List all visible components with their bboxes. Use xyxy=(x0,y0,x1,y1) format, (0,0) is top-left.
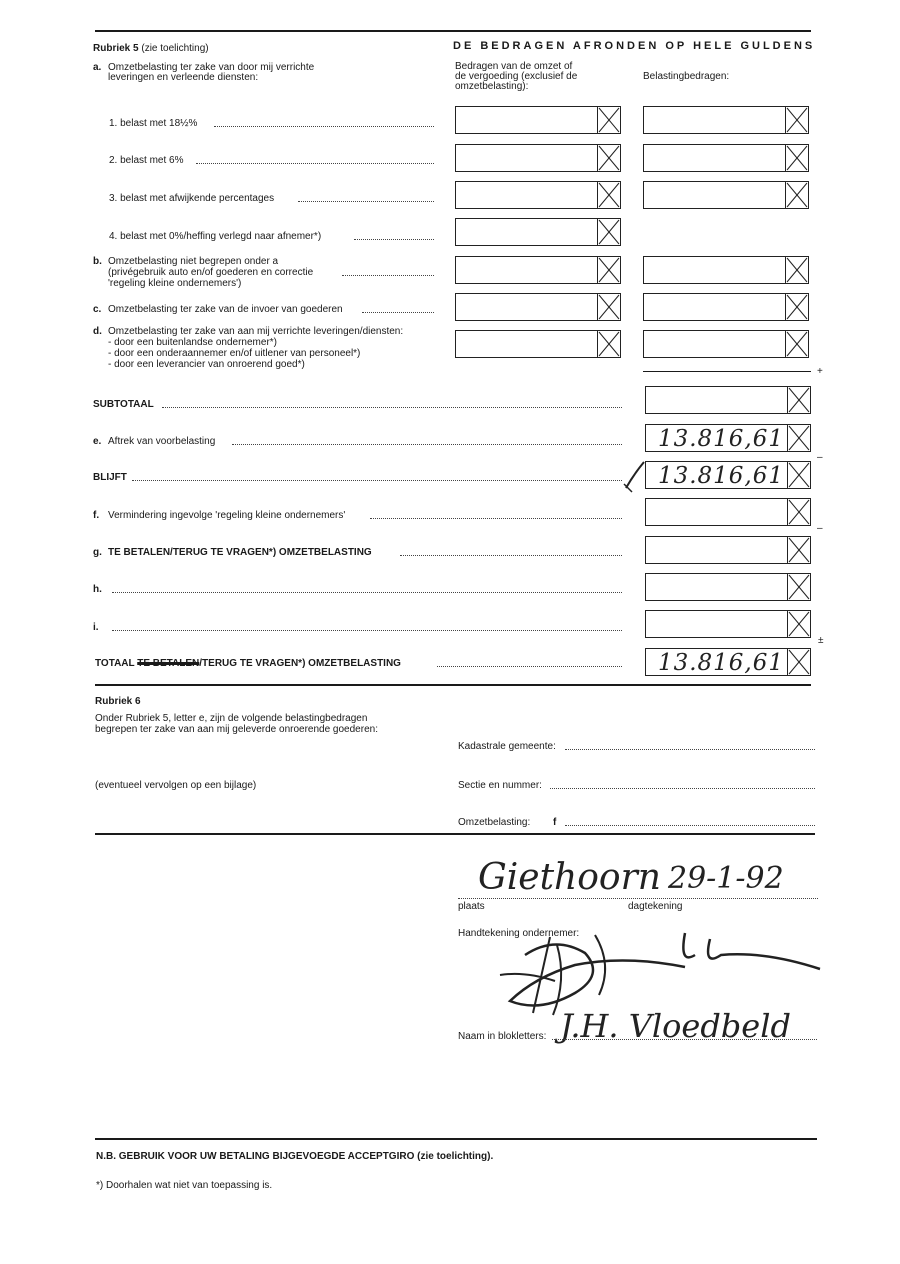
a1-omzet-box[interactable] xyxy=(455,106,621,134)
rubriek5-title-note: (zie toelichting) xyxy=(141,43,209,54)
row-a1-label: 1. belast met 18½% xyxy=(109,118,198,129)
cross-icon xyxy=(597,331,620,357)
a3-belasting-box[interactable] xyxy=(643,181,809,209)
b-text-1: Omzetbelasting niet begrepen onder a xyxy=(108,256,279,267)
e-text: Aftrek van voorbelasting xyxy=(108,436,216,447)
e-box[interactable] xyxy=(645,424,811,452)
cross-icon xyxy=(785,145,808,171)
plaats-label: plaats xyxy=(458,901,485,912)
e-value: 13.816,61 xyxy=(657,426,784,452)
plaats-field[interactable] xyxy=(458,898,818,899)
c-text: Omzetbelasting ter zake van de invoer van goederen xyxy=(108,304,343,315)
totaal-box[interactable] xyxy=(645,648,811,676)
cross-icon xyxy=(787,611,810,637)
nb-note: N.B. GEBRUIK VOOR UW BETALING BIJGEVOEGDE ACCEPTGIRO (zie toelichting). xyxy=(96,1151,494,1162)
a2-omzet-box[interactable] xyxy=(455,144,621,172)
plus-sign: + xyxy=(817,366,823,377)
e-letter: e. xyxy=(93,436,102,447)
i-letter: i. xyxy=(93,622,99,633)
d-belasting-box[interactable] xyxy=(643,330,809,358)
cross-icon xyxy=(787,537,810,563)
b-text-3: 'regeling kleine ondernemers') xyxy=(108,278,242,289)
totaal-leader xyxy=(437,666,622,667)
cross-icon xyxy=(785,182,808,208)
row-a1-leader xyxy=(214,126,434,127)
cross-icon xyxy=(787,425,810,451)
cross-icon xyxy=(787,387,810,413)
sectie-field[interactable] xyxy=(550,788,815,789)
row-a2-label: 2. belast met 6% xyxy=(109,155,184,166)
cross-icon xyxy=(787,462,810,488)
row-a4-label: 4. belast met 0%/heffing verlegd naar afnemer*) xyxy=(109,231,322,242)
blijft-box[interactable] xyxy=(645,461,811,489)
blijft-label: BLIJFT xyxy=(93,472,127,483)
h-leader xyxy=(112,592,622,593)
cross-icon xyxy=(787,499,810,525)
section-rule-2 xyxy=(95,833,815,835)
naam-label: Naam in blokletters: xyxy=(458,1031,547,1042)
rubriek6-text-1: Onder Rubriek 5, letter e, zijn de volgende belastingbedragen xyxy=(95,713,368,724)
a4-omzet-box[interactable] xyxy=(455,218,621,246)
a-text-2: leveringen en verleende diensten: xyxy=(108,72,259,83)
b-belasting-box[interactable] xyxy=(643,256,809,284)
g-leader xyxy=(400,555,622,556)
row-a3-label: 3. belast met afwijkende percentages xyxy=(109,193,275,204)
vervolg-note: (eventueel vervolgen op een bijlage) xyxy=(95,780,257,791)
minus-sign-e: – xyxy=(817,452,823,463)
f-text: Vermindering ingevolge 'regeling kleine ondernemers' xyxy=(108,510,346,521)
d-item-2: - door een onderaannemer en/of uitlener van personeel*) xyxy=(108,348,361,359)
g-text: TE BETALEN/TERUG TE VRAGEN*) OMZETBELASTING xyxy=(108,547,372,558)
cross-icon xyxy=(597,219,620,245)
d-omzet-box[interactable] xyxy=(455,330,621,358)
totaal-value: 13.816,61 xyxy=(657,650,784,676)
i-box[interactable] xyxy=(645,610,811,638)
cross-icon xyxy=(787,649,810,675)
cross-icon xyxy=(785,294,808,320)
blijft-leader xyxy=(132,480,622,481)
naam-field[interactable] xyxy=(552,1039,817,1040)
totaal-struck-text: TE BETALEN xyxy=(137,658,200,669)
rubriek6-text-2: begrepen ter zake van aan mij geleverde onroerende goederen: xyxy=(95,724,378,735)
rubriek5-title-text: Rubriek 5 xyxy=(93,43,139,54)
i-leader xyxy=(112,630,622,631)
footer-rule xyxy=(95,1138,817,1140)
kadastrale-label: Kadastrale gemeente: xyxy=(458,741,556,752)
row-a4-leader xyxy=(354,239,434,240)
guilder-sign: f xyxy=(553,817,557,828)
totaal-prefix: TOTAAL xyxy=(95,658,135,669)
rubriek5-title xyxy=(93,43,209,54)
datum-value: 29-1-92 xyxy=(668,861,784,896)
a2-belasting-box[interactable] xyxy=(643,144,809,172)
b-omzet-box[interactable] xyxy=(455,256,621,284)
col1-header-2: de vergoeding (exclusief de xyxy=(455,71,578,82)
col2-header: Belastingbedragen: xyxy=(643,71,730,82)
totaal-label xyxy=(95,658,401,669)
row-b-leader xyxy=(342,275,434,276)
b-text-2: (privégebruik auto en/of goederen en correctie xyxy=(108,267,314,278)
cross-icon xyxy=(787,574,810,600)
subtotaal-box[interactable] xyxy=(645,386,811,414)
plusminus-sign: ± xyxy=(818,635,824,646)
c-letter: c. xyxy=(93,304,102,315)
a1-belasting-box[interactable] xyxy=(643,106,809,134)
omzetbelasting-label: Omzetbelasting: xyxy=(458,817,531,828)
g-letter: g. xyxy=(93,547,102,558)
footnote: *) Doorhalen wat niet van toepassing is. xyxy=(96,1180,273,1191)
top-rule xyxy=(95,30,811,32)
cross-icon xyxy=(597,294,620,320)
a-letter: a. xyxy=(93,62,102,73)
cross-icon xyxy=(597,182,620,208)
e-leader xyxy=(232,444,622,445)
d-item-1: - door een buitenlandse ondernemer*) xyxy=(108,337,277,348)
blijft-value: 13.816,61 xyxy=(657,463,784,489)
h-box[interactable] xyxy=(645,573,811,601)
naam-value: J.H. Vloedbeld xyxy=(560,1007,791,1045)
row-a2-leader xyxy=(196,163,434,164)
minus-sign-f: – xyxy=(817,523,823,534)
a3-omzet-box[interactable] xyxy=(455,181,621,209)
f-box[interactable] xyxy=(645,498,811,526)
subtotaal-leader xyxy=(162,407,622,408)
c-belasting-box[interactable] xyxy=(643,293,809,321)
rubriek6-title: Rubriek 6 xyxy=(95,696,141,707)
handtekening-label: Handtekening ondernemer: xyxy=(458,928,580,939)
section-rule-1 xyxy=(95,684,811,686)
d-item-3: - door een leverancier van onroerend goed*) xyxy=(108,359,305,370)
col1-header-1: Bedragen van de omzet of xyxy=(455,61,573,72)
cross-icon xyxy=(785,107,808,133)
datum-label: dagtekening xyxy=(628,901,683,912)
row-c-leader xyxy=(362,312,434,313)
cross-icon xyxy=(785,257,808,283)
totaal-rest: /TERUG TE VRAGEN*) OMZETBELASTING xyxy=(199,658,401,669)
g-box[interactable] xyxy=(645,536,811,564)
f-letter: f. xyxy=(93,510,100,521)
sum-rule xyxy=(643,371,811,372)
plaats-value: Giethoorn xyxy=(478,857,661,898)
cross-icon xyxy=(785,331,808,357)
kadastrale-field[interactable] xyxy=(565,749,815,750)
cross-icon xyxy=(597,107,620,133)
b-letter: b. xyxy=(93,256,102,267)
cross-icon xyxy=(597,257,620,283)
d-text: Omzetbelasting ter zake van aan mij verrichte leveringen/diensten: xyxy=(108,326,404,337)
row-a3-leader xyxy=(298,201,434,202)
col1-header-3: omzetbelasting): xyxy=(455,81,529,92)
omzetbelasting-field[interactable] xyxy=(565,825,815,826)
subtotaal-label: SUBTOTAAL xyxy=(93,399,154,410)
sectie-label: Sectie en nummer: xyxy=(458,780,542,791)
d-letter: d. xyxy=(93,326,102,337)
f-leader xyxy=(370,518,622,519)
rounding-header: DE BEDRAGEN AFRONDEN OP HELE GULDENS xyxy=(453,40,816,52)
c-omzet-box[interactable] xyxy=(455,293,621,321)
h-letter: h. xyxy=(93,584,102,595)
a-text-1: Omzetbelasting ter zake van door mij verrichte xyxy=(108,62,315,73)
cross-icon xyxy=(597,145,620,171)
